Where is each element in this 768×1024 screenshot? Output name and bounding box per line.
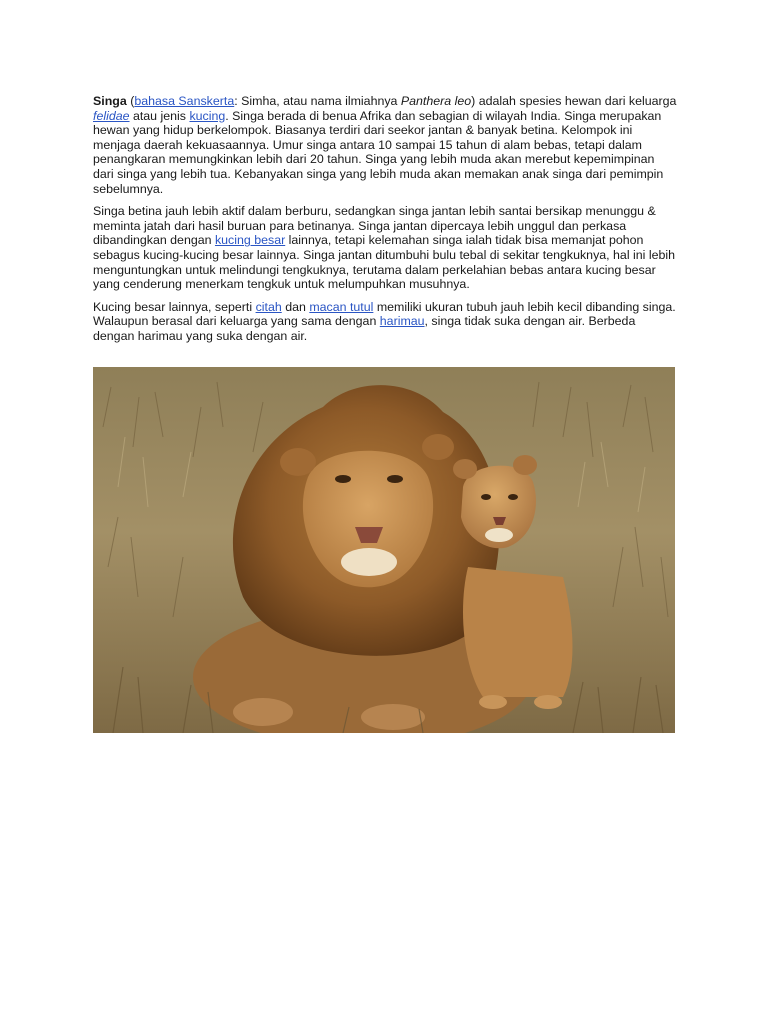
paragraph-intro: Singa (bahasa Sanskerta: Simha, atau nama ilmiahnya Panthera leo) adalah spesies hewan dari keluarga felidae atau jenis kucing. Singa berada di benua Afrika dan sebagian di wilayah India. Singa merupakan hewan yang hidup berkelompok. Biasanya terdiri dari seekor jantan & banyak betina. Kelompok ini menjaga daerah kekuasaannya. Umur singa antara 10 sampai 15 tahun di alam bebas, tetapi dalam penangkaran memungkinkan lebih dari 20 tahun. Singa yang lebih muda akan merebut kepemimpinan dari singa yang lebih tua. Kebanyakan singa yang lebih muda akan memakan anak singa dari pemimpin sebelumnya. bbox=[93, 94, 677, 196]
document-body bbox=[93, 94, 678, 352]
link-citah[interactable]: citah bbox=[255, 299, 282, 314]
term-singa: Singa bbox=[93, 94, 127, 108]
link-kucing[interactable]: kucing bbox=[189, 108, 226, 123]
link-felidae[interactable]: felidae bbox=[93, 108, 130, 123]
link-harimau[interactable]: harimau bbox=[379, 314, 425, 329]
lion-photo-illustration bbox=[93, 367, 675, 733]
scientific-name: Panthera leo bbox=[400, 94, 472, 108]
lion-photo bbox=[93, 367, 675, 733]
link-kucing-besar[interactable]: kucing besar bbox=[214, 233, 286, 248]
paragraph-behavior: Singa betina jauh lebih aktif dalam berburu, sedangkan singa jantan lebih santai bersikap menunggu & meminta jatah dari hasil buruan para betinanya. Singa jantan dipercaya lebih unggul dan perkasa dibandingkan dengan kucing besar lainnya, tetapi kelemahan singa ialah tidak bisa memanjat pohon sebagus kucing-kucing besar lainnya. Singa jantan ditumbuhi bulu tebal di sekitar tengkuknya, hal ini lebih menguntungkan untuk melindungi tengkuknya, terutama dalam perkelahian bebas antara kucing besar yang cenderung menerkam tengkuk untuk melumpuhkan musuhnya. bbox=[93, 204, 676, 292]
link-bahasa-sanskerta[interactable]: bahasa Sanskerta bbox=[134, 94, 235, 108]
paragraph-comparison: Kucing besar lainnya, seperti citah dan macan tutul memiliki ukuran tubuh jauh lebih kecil dibanding singa. Walaupun berasal dari keluarga yang sama dengan harimau, singa tidak suka dengan air. Berbeda dengan harimau yang suka dengan air. bbox=[93, 299, 676, 343]
link-macan-tutul[interactable]: macan tutul bbox=[309, 299, 374, 314]
